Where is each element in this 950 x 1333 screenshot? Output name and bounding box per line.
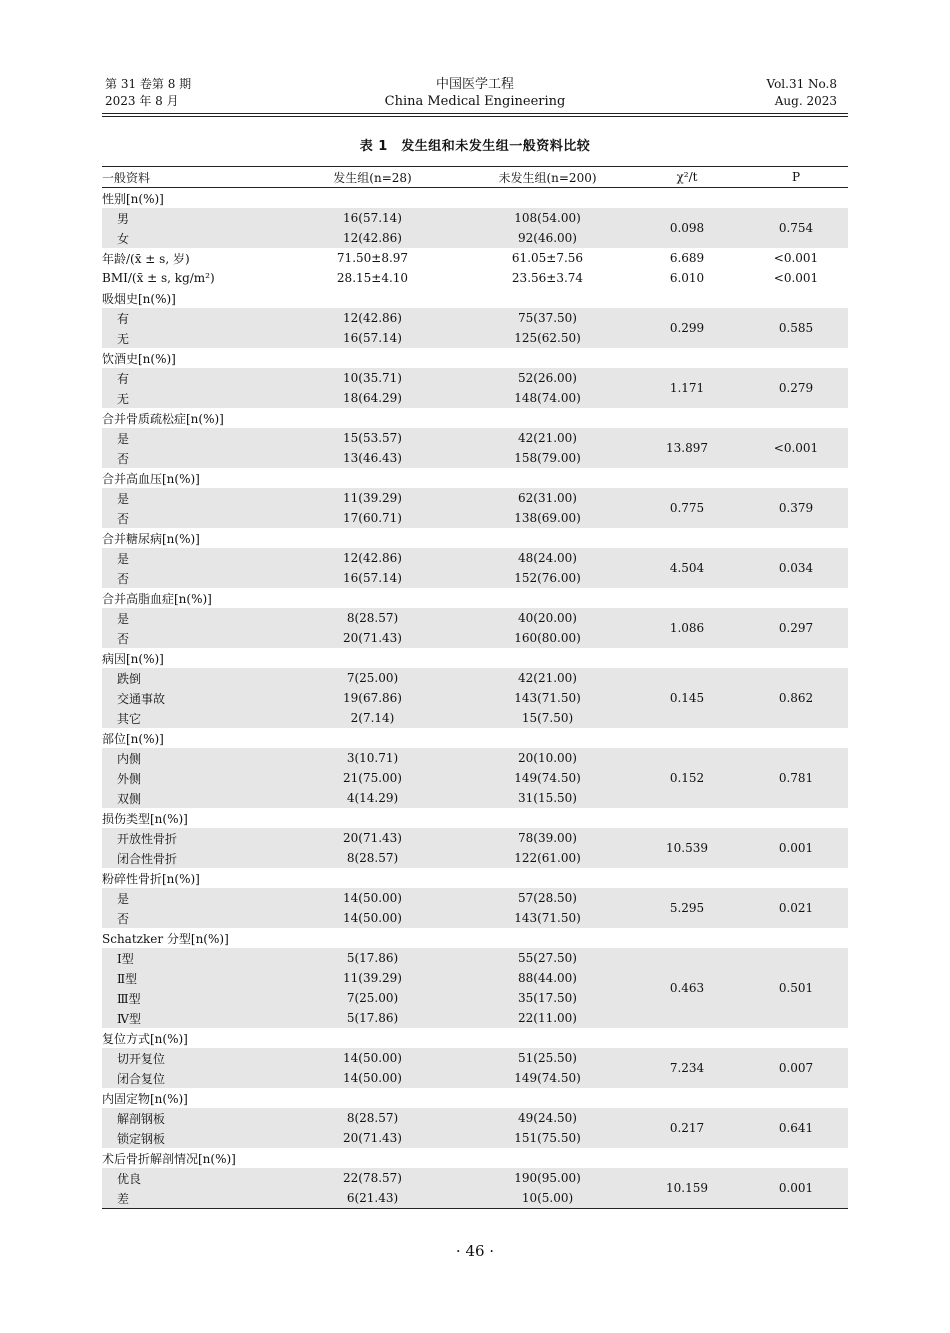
category-row — [102, 648, 848, 668]
group-b-value: 40(20.00) — [465, 608, 630, 628]
p-value: 0.279 — [744, 368, 848, 408]
variable-label: 性别[n(%)] — [102, 191, 164, 206]
table-row — [102, 608, 848, 628]
test-statistic: 0.463 — [630, 948, 744, 1028]
category-row — [102, 1028, 848, 1048]
test-statistic: 0.098 — [630, 208, 744, 248]
group-b-value: 55(27.50) — [465, 948, 630, 968]
option-label: 是 — [102, 608, 280, 628]
group-a-value: 3(10.71) — [280, 748, 465, 768]
group-a-value: 71.50±8.97 — [336, 251, 409, 265]
group-b-value: 42(21.00) — [465, 428, 630, 448]
issue-date-en: Aug. 2023 — [774, 94, 837, 108]
option-label: 是 — [102, 888, 280, 908]
variable-label: 合并高脂血症[n(%)] — [102, 591, 212, 606]
table-row — [102, 428, 848, 448]
p-value: 0.001 — [744, 828, 848, 868]
p-value: 0.297 — [744, 608, 848, 648]
p-value: 0.781 — [744, 748, 848, 808]
group-a-value: 8(28.57) — [280, 848, 465, 868]
table-row — [102, 1168, 848, 1188]
table-row — [102, 548, 848, 568]
group-a-value: 22(78.57) — [280, 1168, 465, 1188]
variable-label: 复位方式[n(%)] — [102, 1031, 188, 1046]
option-label: 闭合性骨折 — [102, 848, 280, 868]
option-label: 否 — [102, 448, 280, 468]
test-statistic: 1.171 — [630, 368, 744, 408]
p-value: 0.007 — [744, 1048, 848, 1088]
variable-label: 吸烟史[n(%)] — [102, 291, 176, 306]
option-label: Ⅳ型 — [102, 1008, 280, 1028]
column-header: P — [744, 167, 848, 188]
variable-label: 术后骨折解剖情况[n(%)] — [102, 1151, 236, 1166]
variable-label: 年龄/(x̄ ± s, 岁) — [102, 251, 190, 266]
option-label: 切开复位 — [102, 1048, 280, 1068]
variable-label: 损伤类型[n(%)] — [102, 811, 188, 826]
group-b-value: 143(71.50) — [465, 908, 630, 928]
option-label: 否 — [102, 908, 280, 928]
option-label: 有 — [102, 308, 280, 328]
group-a-value: 7(25.00) — [280, 668, 465, 688]
option-label: Ⅲ型 — [102, 988, 280, 1008]
variable-label: 合并骨质疏松症[n(%)] — [102, 411, 224, 426]
group-a-value: 21(75.00) — [280, 768, 465, 788]
group-a-value: 15(53.57) — [280, 428, 465, 448]
variable-label: 饮酒史[n(%)] — [102, 351, 176, 366]
table-row — [102, 948, 848, 968]
test-statistic: 4.504 — [630, 548, 744, 588]
group-b-value: 62(31.00) — [465, 488, 630, 508]
test-statistic: 0.775 — [630, 488, 744, 528]
category-row — [102, 188, 848, 209]
category-row — [102, 528, 848, 548]
test-statistic: 6.689 — [669, 251, 705, 265]
column-header: χ²/t — [630, 167, 744, 188]
test-statistic: 10.159 — [630, 1168, 744, 1209]
category-row — [102, 408, 848, 428]
group-a-value: 20(71.43) — [280, 828, 465, 848]
header-rule-bottom — [102, 116, 848, 117]
group-b-value: 42(21.00) — [465, 668, 630, 688]
group-a-value: 14(50.00) — [280, 1048, 465, 1068]
group-b-value: 57(28.50) — [465, 888, 630, 908]
group-a-value: 16(57.14) — [280, 568, 465, 588]
test-statistic: 0.217 — [630, 1108, 744, 1148]
option-label: 内侧 — [102, 748, 280, 768]
option-label: 差 — [102, 1188, 280, 1209]
option-label: 锁定钢板 — [102, 1128, 280, 1148]
category-row — [102, 348, 848, 368]
p-value: 0.379 — [744, 488, 848, 528]
variable-label: 病因[n(%)] — [102, 651, 164, 666]
group-a-value: 12(42.86) — [280, 228, 465, 248]
table-row — [102, 488, 848, 508]
table-row — [102, 368, 848, 388]
p-value: 0.585 — [744, 308, 848, 348]
volume-number-en: Vol.31 No.8 — [766, 77, 837, 91]
group-a-value: 16(57.14) — [280, 328, 465, 348]
option-label: 其它 — [102, 708, 280, 728]
group-a-value: 14(50.00) — [280, 908, 465, 928]
group-a-value: 5(17.86) — [280, 948, 465, 968]
category-row — [102, 288, 848, 308]
option-label: 无 — [102, 388, 280, 408]
option-label: 优良 — [102, 1168, 280, 1188]
group-b-value: 49(24.50) — [465, 1108, 630, 1128]
column-header: 发生组(n=28) — [280, 167, 465, 188]
group-a-value: 11(39.29) — [280, 968, 465, 988]
group-a-value: 12(42.86) — [280, 308, 465, 328]
group-b-value: 78(39.00) — [465, 828, 630, 848]
group-a-value: 7(25.00) — [280, 988, 465, 1008]
group-a-value: 5(17.86) — [280, 1008, 465, 1028]
option-label: 跌倒 — [102, 668, 280, 688]
category-row — [102, 1088, 848, 1108]
group-b-value: 108(54.00) — [465, 208, 630, 228]
group-b-value: 160(80.00) — [465, 628, 630, 648]
group-a-value: 8(28.57) — [280, 608, 465, 628]
p-value: 0.501 — [744, 948, 848, 1028]
group-b-value: 20(10.00) — [465, 748, 630, 768]
group-b-value: 88(44.00) — [465, 968, 630, 988]
category-row — [102, 868, 848, 888]
group-a-value: 16(57.14) — [280, 208, 465, 228]
table-row — [102, 668, 848, 688]
test-statistic: 13.897 — [630, 428, 744, 468]
option-label: 女 — [102, 228, 280, 248]
table-row — [102, 268, 848, 288]
p-value: 0.754 — [744, 208, 848, 248]
table-body — [102, 188, 848, 1209]
test-statistic: 5.295 — [630, 888, 744, 928]
option-label: Ⅱ型 — [102, 968, 280, 988]
group-a-value: 19(67.86) — [280, 688, 465, 708]
group-b-value: 122(61.00) — [465, 848, 630, 868]
group-b-value: 35(17.50) — [465, 988, 630, 1008]
group-a-value: 8(28.57) — [280, 1108, 465, 1128]
group-b-value: 23.56±3.74 — [511, 271, 584, 285]
p-value: <0.001 — [773, 251, 819, 265]
group-b-value: 31(15.50) — [465, 788, 630, 808]
option-label: 无 — [102, 328, 280, 348]
variable-label: BMI/(x̄ ± s, kg/m²) — [102, 271, 215, 285]
option-label: 是 — [102, 428, 280, 448]
test-statistic: 1.086 — [630, 608, 744, 648]
category-row — [102, 728, 848, 748]
p-value: <0.001 — [773, 271, 819, 285]
option-label: 是 — [102, 548, 280, 568]
journal-title-en: China Medical Engineering — [384, 94, 566, 109]
group-b-value: 125(62.50) — [465, 328, 630, 348]
table-row — [102, 208, 848, 228]
comparison-table — [102, 166, 848, 1209]
group-a-value: 2(7.14) — [280, 708, 465, 728]
table-row — [102, 308, 848, 328]
variable-label: 内固定物[n(%)] — [102, 1091, 188, 1106]
table-caption: 表 1 发生组和未发生组一般资料比较 — [359, 139, 591, 154]
group-a-value: 14(50.00) — [280, 1068, 465, 1088]
group-b-value: 143(71.50) — [465, 688, 630, 708]
option-label: 闭合复位 — [102, 1068, 280, 1088]
option-label: 否 — [102, 568, 280, 588]
journal-title-cn: 中国医学工程 — [435, 77, 514, 92]
option-label: 外侧 — [102, 768, 280, 788]
group-b-value: 138(69.00) — [465, 508, 630, 528]
p-value: <0.001 — [744, 428, 848, 468]
table-row — [102, 1108, 848, 1128]
test-statistic: 0.152 — [630, 748, 744, 808]
group-a-value: 12(42.86) — [280, 548, 465, 568]
test-statistic: 6.010 — [669, 271, 705, 285]
column-header: 一般资料 — [102, 167, 280, 188]
column-header: 未发生组(n=200) — [465, 167, 630, 188]
group-b-value: 22(11.00) — [465, 1008, 630, 1028]
variable-label: 合并高血压[n(%)] — [102, 471, 200, 486]
group-b-value: 48(24.00) — [465, 548, 630, 568]
group-a-value: 20(71.43) — [280, 628, 465, 648]
test-statistic: 7.234 — [630, 1048, 744, 1088]
group-b-value: 158(79.00) — [465, 448, 630, 468]
category-row — [102, 588, 848, 608]
p-value: 0.641 — [744, 1108, 848, 1148]
option-label: 否 — [102, 628, 280, 648]
category-row — [102, 808, 848, 828]
p-value: 0.001 — [744, 1168, 848, 1209]
group-b-value: 75(37.50) — [465, 308, 630, 328]
group-b-value: 10(5.00) — [465, 1188, 630, 1209]
group-a-value: 10(35.71) — [280, 368, 465, 388]
page-number: · 46 · — [455, 1242, 495, 1260]
option-label: Ⅰ型 — [102, 948, 280, 968]
header-rule-top — [102, 113, 848, 114]
group-b-value: 148(74.00) — [465, 388, 630, 408]
group-b-value: 52(26.00) — [465, 368, 630, 388]
p-value: 0.034 — [744, 548, 848, 588]
group-a-value: 13(46.43) — [280, 448, 465, 468]
option-label: 解剖钢板 — [102, 1108, 280, 1128]
test-statistic: 10.539 — [630, 828, 744, 868]
table-row — [102, 1048, 848, 1068]
group-a-value: 17(60.71) — [280, 508, 465, 528]
test-statistic: 0.299 — [630, 308, 744, 348]
category-row — [102, 468, 848, 488]
option-label: 开放性骨折 — [102, 828, 280, 848]
group-b-value: 61.05±7.56 — [511, 251, 584, 265]
group-b-value: 151(75.50) — [465, 1128, 630, 1148]
table-row — [102, 248, 848, 268]
option-label: 男 — [102, 208, 280, 228]
variable-label: 粉碎性骨折[n(%)] — [102, 871, 200, 886]
group-b-value: 190(95.00) — [465, 1168, 630, 1188]
option-label: 是 — [102, 488, 280, 508]
group-b-value: 92(46.00) — [465, 228, 630, 248]
variable-label: 部位[n(%)] — [102, 731, 164, 746]
group-a-value: 28.15±4.10 — [336, 271, 409, 285]
group-b-value: 152(76.00) — [465, 568, 630, 588]
group-b-value: 149(74.50) — [465, 768, 630, 788]
p-value: 0.021 — [744, 888, 848, 928]
table-row — [102, 828, 848, 848]
option-label: 交通事故 — [102, 688, 280, 708]
group-a-value: 18(64.29) — [280, 388, 465, 408]
category-row — [102, 1148, 848, 1168]
group-b-value: 15(7.50) — [465, 708, 630, 728]
table-header-row — [102, 167, 848, 188]
group-b-value: 51(25.50) — [465, 1048, 630, 1068]
variable-label: 合并糖尿病[n(%)] — [102, 531, 200, 546]
table-row — [102, 748, 848, 768]
option-label: 否 — [102, 508, 280, 528]
running-header-right — [767, 76, 838, 110]
variable-label: Schatzker 分型[n(%)] — [102, 931, 229, 946]
group-a-value: 14(50.00) — [280, 888, 465, 908]
group-a-value: 4(14.29) — [280, 788, 465, 808]
group-b-value: 149(74.50) — [465, 1068, 630, 1088]
group-a-value: 11(39.29) — [280, 488, 465, 508]
table-row — [102, 888, 848, 908]
category-row — [102, 928, 848, 948]
issue-volume: 第 31 卷第 8 期 — [105, 77, 192, 91]
group-a-value: 20(71.43) — [280, 1128, 465, 1148]
option-label: 有 — [102, 368, 280, 388]
p-value: 0.862 — [744, 668, 848, 728]
test-statistic: 0.145 — [630, 668, 744, 728]
group-a-value: 6(21.43) — [280, 1188, 465, 1209]
option-label: 双侧 — [102, 788, 280, 808]
issue-date: 2023 年 8 月 — [105, 94, 179, 108]
